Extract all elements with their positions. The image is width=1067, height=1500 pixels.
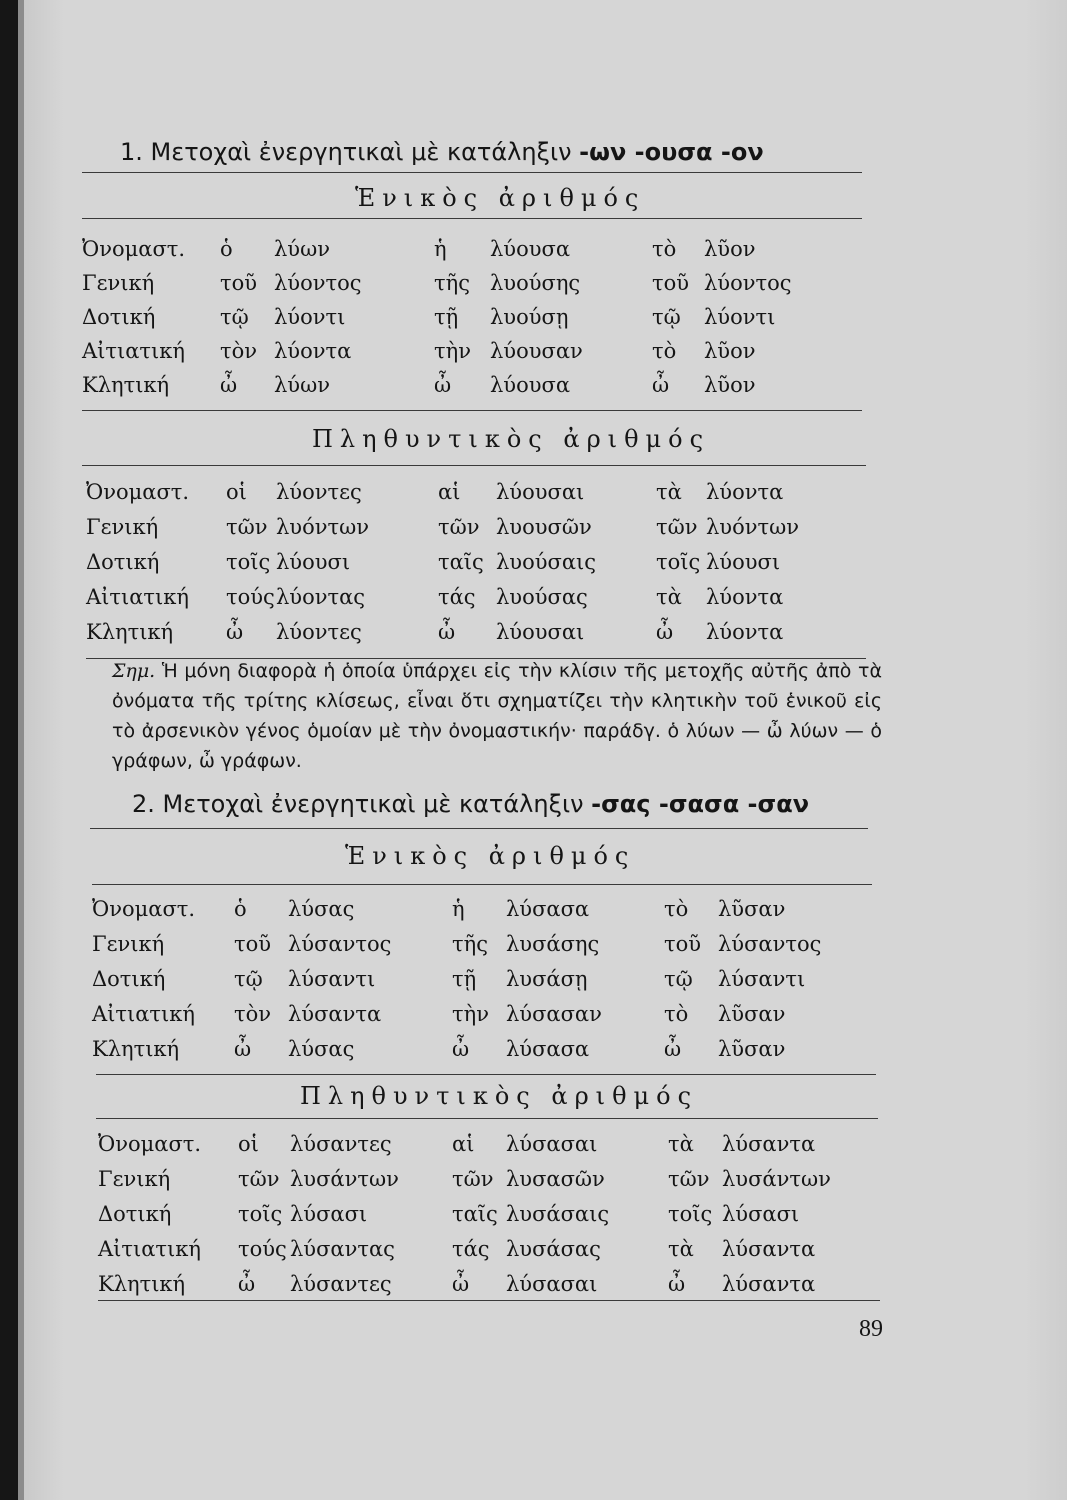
article-cell: ὦ (664, 1037, 682, 1061)
form-cell: λυούσαις (496, 550, 596, 574)
article-cell: τοῦ (234, 932, 272, 956)
case-label: Δοτική (92, 967, 166, 991)
article-cell: τὴν (434, 339, 471, 363)
note-paragraph (112, 656, 882, 776)
case-label: Δοτική (82, 305, 156, 329)
case-label: Ὀνομαστ. (92, 897, 196, 921)
article-cell: ὦ (226, 620, 244, 644)
case-label: Κλητική (92, 1037, 180, 1061)
article-cell: τῇ (434, 305, 459, 329)
article-cell: ταῖς (438, 550, 484, 574)
section1-singular-label: Ἑνικὸς ἀριθμός (355, 184, 646, 212)
form-cell: λύοντα (706, 585, 784, 609)
case-label: Γενική (82, 271, 155, 295)
form-cell: λύων (274, 373, 330, 397)
rule (92, 884, 872, 885)
section1-endings: -ων -ουσα -ον (579, 138, 764, 166)
note-text: Ἡ μόνη διαφορὰ ἡ ὁποία ὑπάρχει εἰς τὴν κλίσιν τῆς μετοχῆς αὐτῆς ἀπὸ τὰ ὀνόματα τῆς τρίτης κλίσεως, εἶναι ὅτι σχηματίζει τὴν κλητικὴν τοῦ ἑνικοῦ εἰς τὸ ἀρσενικὸν γένος ὁμοίαν μὲ τὴν ὀνομαστικήν· παράδγ. ὁ λύων — ὦ λύων — ὁ γράφων, ὦ γράφων. (112, 660, 883, 772)
form-cell: λύσαντι (288, 967, 376, 991)
article-cell: ὦ (452, 1037, 470, 1061)
article-cell: τοῖς (238, 1202, 283, 1226)
form-cell: λύσαντες (290, 1272, 392, 1296)
form-cell: λυόντων (706, 515, 799, 539)
section2-singular-label: Ἑνικὸς ἀριθμός (345, 842, 636, 870)
form-cell: λύοντες (276, 480, 362, 504)
form-cell: λύσασα (506, 897, 590, 921)
rule (82, 172, 862, 173)
article-cell: οἱ (238, 1132, 259, 1156)
section1-heading (120, 138, 764, 166)
section2-title: Μετοχαὶ ἐνεργητικαὶ μὲ κατάληξιν (162, 790, 584, 818)
article-cell: τούς (226, 585, 275, 609)
form-cell: λῦον (704, 373, 756, 397)
form-cell: λύοντες (276, 620, 362, 644)
form-cell: λύσας (288, 897, 355, 921)
article-cell: τῶν (668, 1167, 710, 1191)
form-cell: λυσάντων (722, 1167, 831, 1191)
article-cell: τούς (238, 1237, 287, 1261)
case-label: Δοτική (86, 550, 160, 574)
form-cell: λύοντα (274, 339, 352, 363)
case-label: Αἰτιατική (92, 1002, 195, 1026)
form-cell: λυσάντων (290, 1167, 399, 1191)
case-label: Αἰτιατική (86, 585, 189, 609)
rule (82, 465, 866, 466)
article-cell: τὰ (668, 1132, 694, 1156)
form-cell: λύσασι (290, 1202, 368, 1226)
form-cell: λύσασι (722, 1202, 800, 1226)
form-cell: λύσασα (506, 1037, 590, 1061)
article-cell: τὰ (668, 1237, 694, 1261)
article-cell: τῷ (664, 967, 693, 991)
form-cell: λύσαντας (290, 1237, 395, 1261)
form-cell: λύοντι (704, 305, 776, 329)
form-cell: λύων (274, 237, 330, 261)
form-cell: λυσάσης (506, 932, 600, 956)
article-cell: τῆς (452, 932, 488, 956)
book-binding-shadow (0, 0, 18, 1500)
form-cell: λύσαντες (290, 1132, 392, 1156)
article-cell: τοῦ (220, 271, 258, 295)
form-cell: λύουσα (490, 373, 571, 397)
form-cell: λύοντα (706, 620, 784, 644)
article-cell: ἡ (452, 897, 465, 921)
case-label: Κλητική (82, 373, 170, 397)
form-cell: λύοντας (276, 585, 366, 609)
form-cell: λύοντος (704, 271, 792, 295)
form-cell: λύοντι (274, 305, 346, 329)
case-label: Ὀνομαστ. (82, 237, 186, 261)
form-cell: λυούσης (490, 271, 581, 295)
form-cell: λύουσαι (496, 480, 585, 504)
article-cell: τῇ (452, 967, 477, 991)
form-cell: λύσαντα (722, 1132, 816, 1156)
form-cell: λύουσα (490, 237, 571, 261)
article-cell: ὦ (668, 1272, 686, 1296)
form-cell: λύοντος (274, 271, 362, 295)
rule (82, 410, 862, 411)
article-cell: τοῖς (668, 1202, 713, 1226)
form-cell: λυόντων (276, 515, 369, 539)
form-cell: λυούσας (496, 585, 588, 609)
form-cell: λύουσι (706, 550, 781, 574)
article-cell: τὸ (652, 339, 677, 363)
section2-heading (132, 790, 809, 818)
article-cell: ὁ (234, 897, 247, 921)
case-label: Δοτική (98, 1202, 172, 1226)
form-cell: λῦσαν (718, 1037, 786, 1061)
article-cell: τῶν (438, 515, 480, 539)
form-cell: λυούσῃ (490, 305, 569, 329)
article-cell: τῶν (452, 1167, 494, 1191)
article-cell: οἱ (226, 480, 247, 504)
article-cell: ὦ (652, 373, 670, 397)
case-label: Ὀνομαστ. (98, 1132, 202, 1156)
form-cell: λυσασῶν (506, 1167, 605, 1191)
section1-title: Μετοχαὶ ἐνεργητικαὶ μὲ κατάληξιν (150, 138, 572, 166)
form-cell: λύοντα (706, 480, 784, 504)
form-cell: λυσάσαις (506, 1202, 610, 1226)
section2-plural-label: Πληθυντικὸς ἀριθμός (300, 1082, 699, 1110)
form-cell: λύσασαι (506, 1272, 598, 1296)
article-cell: τῷ (220, 305, 249, 329)
rule (96, 1074, 876, 1075)
article-cell: ὦ (656, 620, 674, 644)
form-cell: λύσαντα (288, 1002, 382, 1026)
case-label: Γενική (98, 1167, 171, 1191)
form-cell: λύουσαι (496, 620, 585, 644)
form-cell: λύουσαν (490, 339, 583, 363)
article-cell: αἱ (452, 1132, 475, 1156)
form-cell: λύσαντος (718, 932, 822, 956)
form-cell: λυουσῶν (496, 515, 592, 539)
form-cell: λυσάσῃ (506, 967, 588, 991)
form-cell: λύσαντι (718, 967, 806, 991)
form-cell: λύουσι (276, 550, 351, 574)
article-cell: τὰ (656, 585, 682, 609)
form-cell: λύσασαν (506, 1002, 602, 1026)
article-cell: ὦ (220, 373, 238, 397)
article-cell: ταῖς (452, 1202, 498, 1226)
section1-number: 1. (120, 138, 143, 166)
case-label: Αἰτιατική (82, 339, 185, 363)
form-cell: λῦσαν (718, 1002, 786, 1026)
note-abbreviation: Σημ. (112, 660, 156, 682)
form-cell: λύσαντα (722, 1272, 816, 1296)
article-cell: τοῖς (226, 550, 271, 574)
section2-endings: -σας -σασα -σαν (591, 790, 810, 818)
page-number: 89 (859, 1316, 883, 1342)
case-label: Κλητική (86, 620, 174, 644)
form-cell: λῦσαν (718, 897, 786, 921)
case-label: Ὀνομαστ. (86, 480, 190, 504)
rule (82, 218, 862, 219)
article-cell: ὦ (238, 1272, 256, 1296)
rule (96, 1118, 878, 1119)
form-cell: λύσας (288, 1037, 355, 1061)
form-cell: λῦον (704, 339, 756, 363)
article-cell: τῆς (434, 271, 470, 295)
article-cell: τάς (452, 1237, 490, 1261)
form-cell: λύσασαι (506, 1132, 598, 1156)
form-cell: λῦον (704, 237, 756, 261)
form-cell: λύσαντος (288, 932, 392, 956)
article-cell: τοῖς (656, 550, 701, 574)
article-cell: ὦ (434, 373, 452, 397)
article-cell: τὸ (664, 897, 689, 921)
article-cell: τοῦ (652, 271, 690, 295)
case-label: Γενική (86, 515, 159, 539)
article-cell: τὸ (664, 1002, 689, 1026)
rule (90, 828, 868, 829)
section2-number: 2. (132, 790, 155, 818)
article-cell: τὸν (220, 339, 258, 363)
article-cell: τῶν (656, 515, 698, 539)
article-cell: τῷ (234, 967, 263, 991)
form-cell: λυσάσας (506, 1237, 601, 1261)
case-label: Γενική (92, 932, 165, 956)
article-cell: ὦ (452, 1272, 470, 1296)
article-cell: ὦ (438, 620, 456, 644)
article-cell: τὸν (234, 1002, 272, 1026)
article-cell: τοῦ (664, 932, 702, 956)
section1-plural-label: Πληθυντικὸς ἀριθμός (312, 425, 711, 453)
article-cell: ὦ (234, 1037, 252, 1061)
case-label: Κλητική (98, 1272, 186, 1296)
article-cell: τῶν (226, 515, 268, 539)
form-cell: λύσαντα (722, 1237, 816, 1261)
article-cell: τὸ (652, 237, 677, 261)
article-cell: τῶν (238, 1167, 280, 1191)
rule (98, 1300, 880, 1301)
case-label: Αἰτιατική (98, 1237, 201, 1261)
article-cell: αἱ (438, 480, 461, 504)
article-cell: τὴν (452, 1002, 489, 1026)
article-cell: ὁ (220, 237, 233, 261)
article-cell: τὰ (656, 480, 682, 504)
article-cell: τῷ (652, 305, 681, 329)
article-cell: τάς (438, 585, 476, 609)
article-cell: ἡ (434, 237, 447, 261)
